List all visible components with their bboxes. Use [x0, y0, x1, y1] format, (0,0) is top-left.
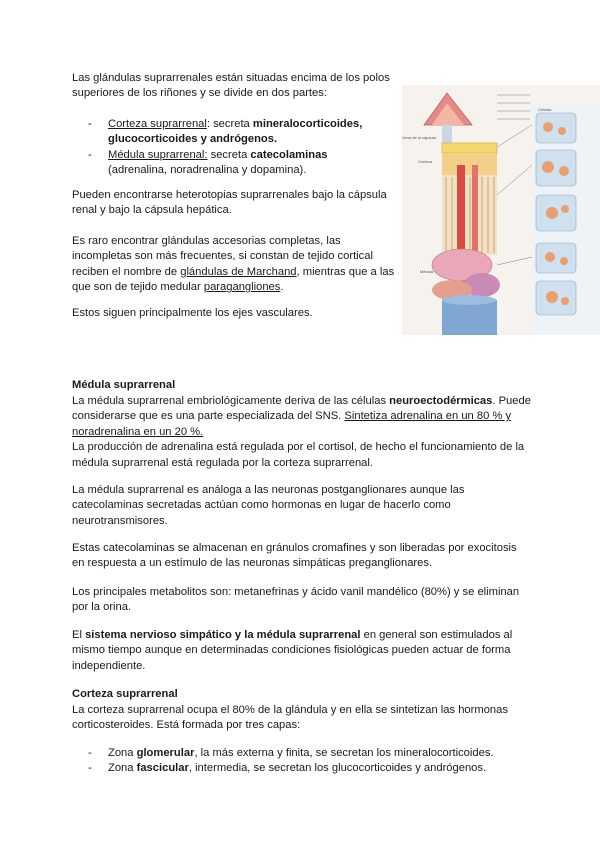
medula-paragraph-5: El sistema nervioso simpático y la médula suprarrenal en general son estimulados al mismo tiempo aunque en determinadas condiciones fisiológicas pueden actuar de forma independiente. — [72, 629, 513, 672]
zones-list — [88, 746, 558, 777]
medula-title: Médula suprarrenal — [72, 379, 176, 391]
paragangliones-link: paragangliones — [203, 281, 281, 294]
parts-list — [88, 117, 388, 179]
figure-label: Corteza — [418, 159, 433, 164]
adrenal-histology-figure — [402, 85, 600, 335]
marchand-link: glándulas de Marchand — [180, 265, 297, 278]
ejes-paragraph: Estos siguen principalmente los ejes vasculares. — [72, 307, 313, 319]
medula-paragraph-2: La médula suprarrenal es análoga a las neuronas postganglionares aunque las catecolaminas secretadas actúan como hormonas en lugar de hacerlo como neurotransmisores. — [72, 484, 465, 527]
intro-paragraph: Las glándulas suprarrenales están situadas encima de los polos superiores de los riñones y se divide en dos partes: — [72, 72, 390, 100]
medula-paragraph-3: Estas catecolaminas se almacenan en gránulos cromafines y son liberadas por exocitosis en respuesta a un estímulo de las neuronas simpáticas preganglionares. — [72, 542, 517, 570]
list-item: - Zona glomerular, la más externa y finita, se secretan los mineralocorticoides. — [88, 746, 558, 761]
figure-label: Células — [538, 107, 552, 112]
corteza-title: Corteza suprarrenal — [72, 688, 178, 700]
accesorias-paragraph: Es raro encontrar glándulas accesorias completas, las incompletas son más frecuentes, si constan de tejido cortical reciben el nombre de glándulas de Marchand, mientras que a las que son de tejido medular paragangliones. — [72, 235, 395, 294]
list-item: - Corteza suprarrenal: secreta mineralocorticoides, glucocorticoides y andrógenos. — [88, 117, 388, 148]
list-item: - Zona fascicular, intermedia, se secretan los glucocorticoides y andrógenos. — [88, 761, 558, 776]
medula-paragraph-4: Los principales metabolitos son: metanefrinas y ácido vanil mandélico (80%) y se eliminan por la orina. — [72, 586, 520, 614]
list-item: - Médula suprarrenal: secreta catecolaminas (adrenalina, noradrenalina y dopamina). — [88, 148, 388, 179]
medula-paragraph-1: La médula suprarrenal embriológicamente deriva de las células neuroectodérmicas. Puede considerarse que es una parte especializada del SNS. Sintetiza adrenalina en un 80 % y noradrenalina en un 20 %. La producción de adrenalina está regulada por el cortisol, de hecho el funcionamiento de la médula suprarrenal está regulada por la corteza suprarrenal. — [72, 395, 531, 469]
corteza-paragraph-1: La corteza suprarrenal ocupa el 80% de la glándula y en ella se sintetizan las hormonas corticosteroides. Está formada por tres capas: — [72, 704, 508, 732]
figure-label: Vena de la cápsula — [402, 135, 436, 140]
heterotopias-paragraph: Pueden encontrarse heterotopias suprarrenales bajo la cápsula renal y bajo la cápsula hepática. — [72, 189, 387, 217]
adrenal-illustration — [402, 85, 600, 335]
figure-label: Médula — [420, 269, 434, 274]
